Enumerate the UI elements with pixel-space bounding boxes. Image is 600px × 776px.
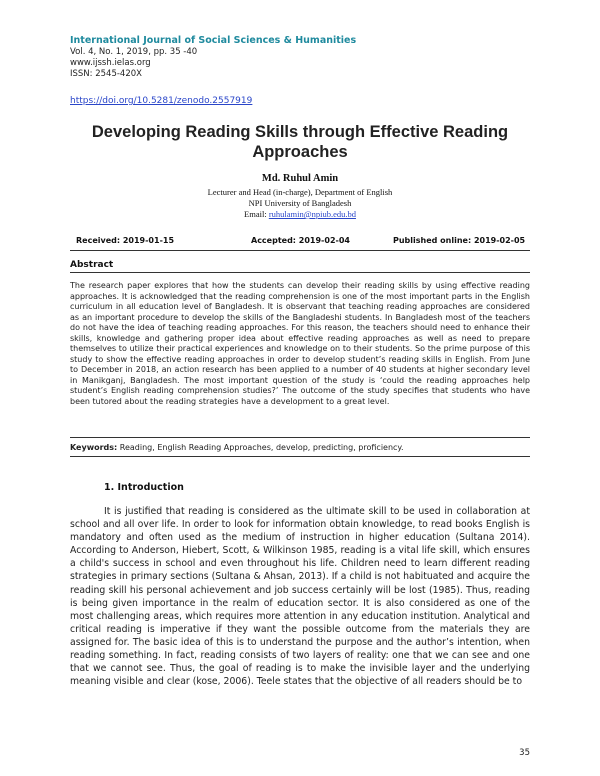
author-institution: NPI University of Bangladesh (248, 198, 352, 208)
paper-title: Developing Reading Skills through Effective Reading Approaches (91, 123, 509, 161)
divider-keywords-bottom (70, 456, 530, 457)
doi-link[interactable]: https://doi.org/10.5281/zenodo.2557919 (70, 96, 253, 106)
received-date: Received: 2019-01-15 (76, 236, 175, 245)
published-date: Published online: 2019-02-05 (393, 236, 526, 245)
abstract-heading: Abstract (70, 260, 114, 270)
email-label: Email: (244, 209, 269, 219)
divider-top (70, 250, 530, 251)
divider-abstract (70, 272, 530, 273)
introduction-heading: 1. Introduction (104, 482, 184, 493)
accepted-date: Accepted: 2019-02-04 (251, 236, 350, 245)
email-link[interactable]: ruhulamin@npiub.edu.bd (268, 209, 356, 219)
journal-name: International Journal of Social Sciences & Humanities (70, 35, 357, 46)
page-number: 35 (519, 748, 530, 758)
journal-website: www.ijssh.ielas.org (70, 58, 151, 68)
issn: ISSN: 2545-420X (70, 69, 142, 79)
abstract-text: The research paper explores that how the students can develop their reading skills by using effective reading approaches. It is acknowledged that the reading comprehension is one of the most important parts in the English curriculum in all education level of Bangladesh. It is observant that teaching reading approaches are considered as an important procedure to develop the skills of the Bangladeshi students. In Bangladesh most of the teachers do not have the idea of teaching reading approaches. For this reason, the teachers should need to enhance their skills, knowledge and gathering proper idea about effective reading approaches as well as need to prepare themselves to utilize their practical experiences and knowledge on to their students. So the prime purpose of this study to show the effective reading approaches in order to develop student’s reading skills in English. From June to December in 2018, an action research has been applied to a number of 40 students at higher secondary level in Manikganj, Bangladesh. The most important question of the study is ‘could the reading approaches help student’s English reading comprehension studies?’ The outcome of the study specifies that students who have been tutored about the reading strategies have a development to a great level. (70, 281, 530, 406)
keywords-text: Reading, English Reading Approaches, develop, predicting, proficiency. (117, 443, 404, 452)
introduction-text: It is justified that reading is considered as the ultimate skill to be used in collaboration at school and all over life. In order to look for information obtain knowledge, to read books English is mandatory and often used as the medium of instruction in higher education (Sultana 2014). According to Anderson, Hiebert, Scott, & Wilkinson 1985, reading is a vital life skill, which ensures a child's success in school and even throughout his life. Children need to learn different reading strategies in primary sections (Sultana & Ahsan, 2013). If a child is not habituated and acquire the reading skill his personal achievement and job success certainly will be lost (1985). Thus, reading is being given importance in the realm of education sector. It is also considered as one of the most challenging areas, which requires more attention in any education institution. Analytical and critical reading is imperative if they want the possible outcome from the materials they are assigned for. The basic idea of this is to understand the purpose and the author’s intention, when reading something. In fact, reading consists of two layers of reality: one that we can see and one that we cannot see. Thus, the goal of reading is to make the invisible layer and the underlying meaning visible and clear (kose, 2006). Teele states that the objective of all readers should be to (70, 506, 530, 688)
author-name: Md. Ruhul Amin (261, 173, 339, 184)
author-position: Lecturer and Head (in-charge), Department of English (207, 187, 393, 197)
keywords-line (70, 443, 404, 452)
divider-keywords-top (70, 437, 530, 438)
volume-line: Vol. 4, No. 1, 2019, pp. 35 -40 (70, 47, 198, 57)
author-email (0, 209, 600, 219)
keywords-label: Keywords: (70, 443, 118, 452)
